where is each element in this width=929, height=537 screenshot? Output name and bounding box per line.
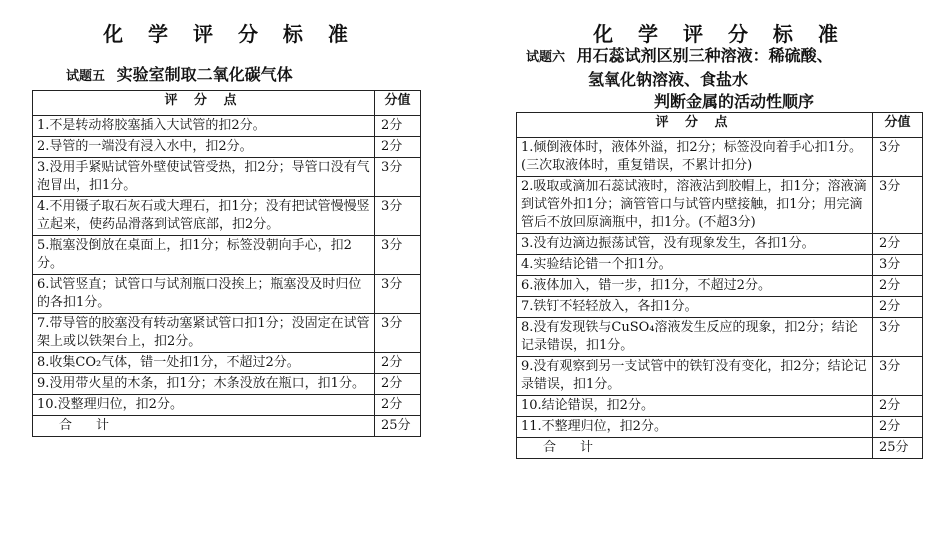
header-scoring-point: 评 分 点 <box>33 91 375 116</box>
total-label: 合计 <box>33 416 375 437</box>
left-exam-heading <box>66 62 293 85</box>
row-score: 2分 <box>375 353 421 374</box>
row-score: 2分 <box>873 234 923 255</box>
row-text: 4.不用镊子取石灰石或大理石，扣1分；没有把试管慢慢竖立起来，使药品滑落到试管底部，扣2分。 <box>33 197 375 236</box>
row-score: 2分 <box>375 395 421 416</box>
row-text: 2.吸取或滴加石蕊试液时，溶液沾到胶帽上，扣1分；溶液滴到试管外扣1分；滴管管口与试管内壁接触，扣1分；用完滴管后不放回原滴瓶中，扣1分。(不超3分) <box>517 177 873 234</box>
row-text: 7.带导管的胶塞没有转动塞紧试管口扣1分；没固定在试管架上或以铁架台上，扣2分。 <box>33 314 375 353</box>
row-text: 11.不整理归位，扣2分。 <box>517 417 873 438</box>
row-text: 7.铁钉不轻轻放入，各扣1分。 <box>517 297 873 318</box>
left-doc-title: 化 学 评 分 标 准 <box>103 22 357 46</box>
table-row <box>517 234 923 255</box>
row-score: 3分 <box>375 158 421 197</box>
right-exam-line1: 用石蕊试剂区别三种溶液：稀硫酸、 <box>576 46 833 65</box>
table-row <box>517 318 923 357</box>
table-header-row <box>33 91 421 116</box>
row-text: 6.液体加入，错一步，扣1分，不超过2分。 <box>517 276 873 297</box>
total-score: 25分 <box>873 438 923 459</box>
table-row <box>33 275 421 314</box>
row-text: 8.收集CO₂气体，错一处扣1分，不超过2分。 <box>33 353 375 374</box>
table-row <box>33 374 421 395</box>
right-doc-title: 化 学 评 分 标 准 <box>593 22 847 46</box>
right-scoring-table <box>516 112 923 459</box>
row-score: 3分 <box>873 357 923 396</box>
row-score: 3分 <box>375 314 421 353</box>
table-row <box>517 396 923 417</box>
row-text: 3.没有边滴边振荡试管，没有现象发生，各扣1分。 <box>517 234 873 255</box>
row-score: 3分 <box>873 177 923 234</box>
row-score: 2分 <box>873 396 923 417</box>
header-scoring-point: 评 分 点 <box>517 113 873 138</box>
row-score: 3分 <box>873 138 923 177</box>
right-exam-tag: 试题六 <box>526 50 566 65</box>
row-score: 2分 <box>375 116 421 137</box>
row-score: 3分 <box>873 255 923 276</box>
header-score: 分值 <box>873 113 923 138</box>
row-text: 6.试管竖直；试管口与试剂瓶口没挨上；瓶塞没及时归位的各扣1分。 <box>33 275 375 314</box>
row-score: 3分 <box>375 275 421 314</box>
row-score: 3分 <box>375 197 421 236</box>
table-row <box>33 236 421 275</box>
table-row <box>517 276 923 297</box>
row-text: 4.实验结论错一个扣1分。 <box>517 255 873 276</box>
row-text: 1.不是转动将胶塞插入大试管的扣2分。 <box>33 116 375 137</box>
right-exam-heading <box>526 45 833 113</box>
right-exam-line2: 氢氧化钠溶液、食盐水 <box>588 70 749 89</box>
table-row <box>517 138 923 177</box>
row-score: 3分 <box>873 318 923 357</box>
row-text: 10.没整理归位，扣2分。 <box>33 395 375 416</box>
header-score: 分值 <box>375 91 421 116</box>
row-score: 2分 <box>375 374 421 395</box>
total-row <box>33 416 421 437</box>
table-row <box>517 177 923 234</box>
table-header-row <box>517 113 923 138</box>
total-score: 25分 <box>375 416 421 437</box>
table-row <box>33 137 421 158</box>
left-scoring-table <box>32 90 421 437</box>
row-text: 8.没有发现铁与CuSO₄溶液发生反应的现象，扣2分；结论记录错误，扣1分。 <box>517 318 873 357</box>
left-exam-tag: 试题五 <box>66 69 106 84</box>
total-row <box>517 438 923 459</box>
row-text: 9.没有观察到另一支试管中的铁钉没有变化，扣2分；结论记录错误，扣1分。 <box>517 357 873 396</box>
table-row <box>517 417 923 438</box>
row-text: 5.瓶塞没倒放在桌面上，扣1分；标签没朝向手心，扣2分。 <box>33 236 375 275</box>
row-text: 2.导管的一端没有浸入水中，扣2分。 <box>33 137 375 158</box>
row-text: 3.没用手紧贴试管外壁使试管受热，扣2分；导管口没有气泡冒出，扣1分。 <box>33 158 375 197</box>
table-row <box>33 395 421 416</box>
table-row <box>517 255 923 276</box>
table-row <box>33 353 421 374</box>
row-score: 3分 <box>375 236 421 275</box>
table-row <box>517 357 923 396</box>
row-score: 2分 <box>375 137 421 158</box>
row-text: 1.倾倒液体时，液体外溢，扣2分；标签没向着手心扣1分。(三次取液体时，重复错误，不累计扣分) <box>517 138 873 177</box>
total-label: 合计 <box>517 438 873 459</box>
row-text: 10.结论错误，扣2分。 <box>517 396 873 417</box>
row-score: 2分 <box>873 297 923 318</box>
table-row <box>33 158 421 197</box>
table-row <box>517 297 923 318</box>
left-exam-name: 实验室制取二氧化碳气体 <box>116 65 293 84</box>
table-row <box>33 314 421 353</box>
right-exam-line3: 判断金属的活动性顺序 <box>654 92 815 111</box>
row-score: 2分 <box>873 276 923 297</box>
row-text: 9.没用带火星的木条，扣1分；木条没放在瓶口，扣1分。 <box>33 374 375 395</box>
table-row <box>33 116 421 137</box>
table-row <box>33 197 421 236</box>
row-score: 2分 <box>873 417 923 438</box>
